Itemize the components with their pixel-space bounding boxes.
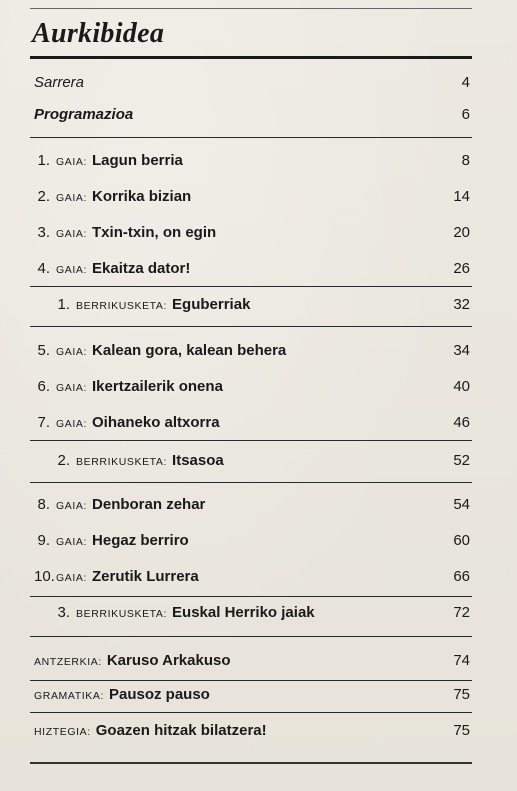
chapter-keyword: GAIA: [56,228,88,240]
toc-entry-page: 75 [453,686,470,703]
chapter-keyword: GAIA: [56,536,88,548]
review-number: 2. [57,452,70,469]
bottom-divider [30,762,472,764]
review-number: 3. [57,604,70,621]
chapter-keyword: GAIA: [56,264,88,276]
toc-entry-page: 14 [453,188,470,205]
chapter-number: 4. [37,260,50,277]
toc-entry-chapter[interactable] [34,414,470,436]
review-title: Eguberriak [172,296,251,313]
chapter-number: 2. [37,188,50,205]
chapter-title: Kalean gora, kalean behera [92,342,287,359]
section-divider [30,326,472,327]
toc-entry-page: 20 [453,224,470,241]
entry-keyword: GRAMATIKA: [34,690,104,702]
chapter-keyword: GAIA: [56,500,88,512]
toc-entry-chapter[interactable] [34,224,470,246]
toc-entry-page: 72 [453,604,470,621]
toc-entry-chapter[interactable] [34,152,470,174]
chapter-title: Lagun berria [92,152,183,169]
toc-entry-chapter[interactable] [34,532,470,554]
toc-entry-chapter[interactable] [34,342,470,364]
toc-entry-page: 46 [453,414,470,431]
section-divider [30,712,472,713]
toc-entry-page: 74 [453,652,470,669]
entry-keyword: ANTZERKIA: [34,656,102,668]
toc-entry-page: 60 [453,532,470,549]
review-number: 1. [57,296,70,313]
toc-entry-glossary[interactable] [34,722,470,744]
section-divider [30,596,472,597]
review-keyword: BERRIKUSKETA: [76,456,168,468]
toc-entry-page: 66 [453,568,470,585]
chapter-number: 7. [37,414,50,431]
chapter-keyword: GAIA: [56,156,88,168]
chapter-title: Denboran zehar [92,496,206,513]
toc-entry-page: 40 [453,378,470,395]
chapter-number: 3. [37,224,50,241]
section-divider [30,286,472,287]
toc-entry-theatre[interactable] [34,652,470,674]
toc-entry-programme[interactable] [34,106,470,128]
chapter-number: 10. [34,568,55,585]
chapter-number: 9. [37,532,50,549]
top-divider [30,8,472,9]
chapter-keyword: GAIA: [56,418,88,430]
section-divider [30,137,472,138]
toc-entry-page: 6 [461,106,470,123]
chapter-title: Ekaitza dator! [92,260,191,277]
toc-entry-chapter[interactable] [34,378,470,400]
toc-entry-chapter[interactable] [34,188,470,210]
section-divider [30,482,472,483]
toc-entry-page: 52 [453,452,470,469]
section-divider [30,636,472,637]
chapter-title: Hegaz berriro [92,532,189,549]
chapter-keyword: GAIA: [56,572,88,584]
toc-entry-page: 4 [461,74,470,91]
title-divider [30,56,472,59]
chapter-title: Zerutik Lurrera [92,568,199,585]
chapter-keyword: GAIA: [56,346,88,358]
chapter-number: 5. [37,342,50,359]
chapter-keyword: GAIA: [56,382,88,394]
chapter-title: Oihaneko altxorra [92,414,220,431]
toc-entry-review[interactable] [54,296,470,318]
section-divider [30,680,472,681]
entry-keyword: HIZTEGIA: [34,726,91,738]
toc-entry-page: 34 [453,342,470,359]
review-title: Itsasoa [172,452,224,469]
page-title: Aurkibidea [32,18,165,49]
review-keyword: BERRIKUSKETA: [76,608,168,620]
toc-entry-page: 26 [453,260,470,277]
chapter-number: 8. [37,496,50,513]
toc-entry-chapter[interactable] [34,260,470,282]
toc-entry-grammar[interactable] [34,686,470,708]
toc-entry-label: Programazioa [34,106,134,123]
review-title: Euskal Herriko jaiak [172,604,315,621]
toc-entry-chapter[interactable] [34,496,470,518]
toc-entry-review[interactable] [54,452,470,474]
toc-entry-page: 8 [461,152,470,169]
toc-entry-intro[interactable] [34,74,470,96]
section-divider [30,440,472,441]
chapter-title: Txin-txin, on egin [92,224,217,241]
toc-entry-page: 75 [453,722,470,739]
entry-title: Pausoz pauso [108,686,210,703]
chapter-title: Ikertzailerik onena [92,378,223,395]
chapter-number: 1. [37,152,50,169]
review-keyword: BERRIKUSKETA: [76,300,168,312]
chapter-number: 6. [37,378,50,395]
toc-entry-page: 32 [453,296,470,313]
toc-entry-page: 54 [453,496,470,513]
toc-entry-chapter[interactable] [34,568,470,590]
chapter-title: Korrika bizian [92,188,192,205]
toc-entry-review[interactable] [54,604,470,626]
chapter-keyword: GAIA: [56,192,88,204]
entry-title: Karuso Arkakuso [106,652,231,669]
entry-title: Goazen hitzak bilatzera! [95,722,267,739]
toc-entry-label: Sarrera [34,74,85,91]
